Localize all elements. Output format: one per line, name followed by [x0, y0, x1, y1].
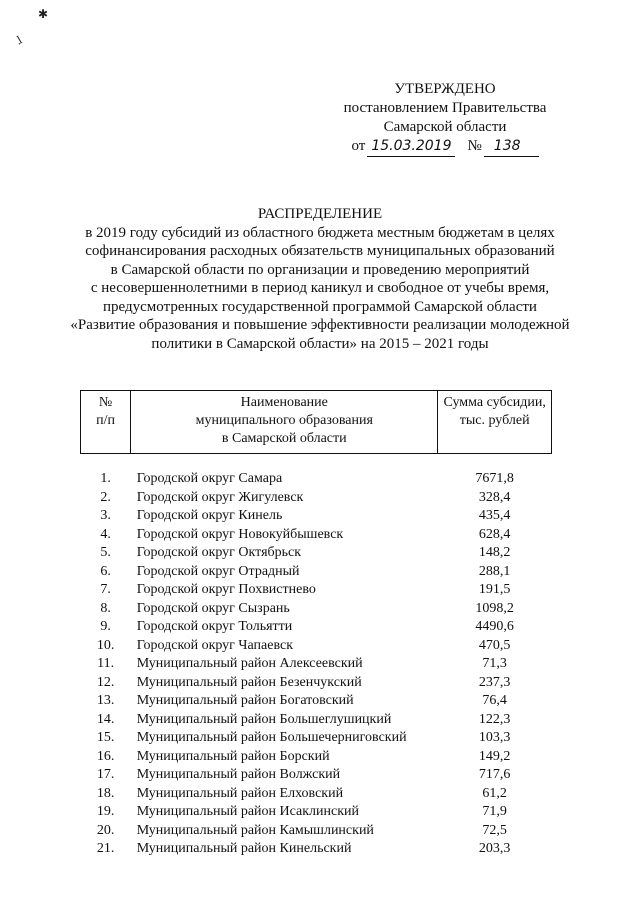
table-row	[81, 711, 552, 730]
document-title-line-4: с несовершеннолетними в период каникул и свободное от учебы время,	[90, 280, 550, 296]
row-num: 14.	[96, 711, 115, 727]
row-sum: 717,6	[478, 767, 511, 782]
row-sum: 72,5	[482, 822, 507, 838]
header-num-line-2: п/п	[96, 413, 116, 428]
table-row	[81, 822, 552, 841]
scan-mark-side: ɺ	[13, 32, 25, 48]
row-name: Муниципальный район Богатовский	[136, 693, 354, 708]
row-name: Городской округ Чапаевск	[136, 637, 294, 653]
row-name: Городской округ Новокуйбышевск	[136, 526, 344, 542]
row-name: Муниципальный район Елховский	[136, 785, 344, 801]
table-row	[81, 692, 552, 711]
header-name-line-1: Наименование	[240, 395, 328, 410]
document-heading: РАСПРЕДЕЛЕНИЕ	[257, 206, 383, 222]
row-sum: 203,3	[478, 841, 511, 856]
header-name	[131, 391, 438, 454]
row-sum: 435,4	[478, 508, 511, 523]
table-row	[81, 637, 552, 656]
approval-line-2: Самарской области	[383, 119, 507, 135]
row-num: 1.	[100, 471, 111, 486]
row-sum: 103,3	[478, 730, 511, 745]
approval-date: 15.03.2019	[367, 137, 455, 157]
row-name: Муниципальный район Камышлинский	[136, 822, 374, 838]
table-row	[81, 803, 552, 822]
row-sum: 191,5	[478, 582, 511, 597]
approval-block	[330, 80, 560, 157]
document-title-line-5: предусмотренных государственной программой Самарской области	[103, 298, 537, 315]
table-row	[81, 470, 552, 489]
table-row	[81, 655, 552, 674]
row-name: Муниципальный район Большечерниговский	[136, 730, 407, 745]
document-title	[60, 205, 580, 353]
table-row	[81, 544, 552, 563]
table-row	[81, 748, 552, 767]
row-num: 9.	[100, 619, 111, 634]
row-sum: 4490,6	[475, 619, 514, 634]
row-num: 2.	[100, 489, 111, 505]
from-label: от	[351, 138, 366, 154]
row-num: 4.	[100, 526, 111, 542]
table-row	[81, 729, 552, 748]
table-row	[81, 674, 552, 693]
header-num-line-1: №	[98, 395, 113, 410]
approval-number: 138	[484, 137, 539, 157]
row-num: 13.	[96, 693, 115, 708]
header-num	[81, 391, 131, 454]
table-row	[81, 785, 552, 804]
table-row	[81, 526, 552, 545]
header-sum	[438, 391, 552, 454]
scan-mark-top: ✱	[38, 7, 49, 21]
row-num: 5.	[100, 545, 111, 560]
row-sum: 148,2	[478, 545, 511, 560]
row-sum: 122,3	[478, 711, 511, 727]
row-num: 18.	[96, 785, 115, 801]
row-num: 8.	[100, 600, 111, 616]
row-sum: 76,4	[482, 693, 507, 708]
row-name: Муниципальный район Волжский	[136, 767, 341, 782]
row-sum: 328,4	[478, 489, 511, 505]
table-row	[81, 766, 552, 785]
header-sum-line-1: Сумма субсидии,	[443, 395, 546, 410]
document-title-line-3: в Самарской области по организации и проведению мероприятий	[110, 261, 530, 278]
row-name: Городской округ Отрадный	[136, 563, 300, 579]
row-num: 6.	[100, 563, 111, 579]
row-sum: 237,3	[478, 674, 511, 690]
row-num: 20.	[96, 822, 115, 838]
document-title-line-1: в 2019 году субсидий из областного бюджета местным бюджетам в целях	[85, 224, 555, 241]
table-row	[81, 840, 552, 859]
approval-title: УТВЕРЖДЕНО	[394, 81, 496, 97]
row-num: 3.	[100, 508, 111, 523]
number-label: №	[467, 138, 482, 154]
row-sum: 7671,8	[475, 471, 514, 486]
document-title-line-2: софинансирования расходных обязательств муниципальных образований	[85, 243, 555, 259]
row-sum: 149,2	[478, 748, 511, 764]
header-name-line-2: муниципального образования	[195, 413, 373, 428]
approval-date-line	[330, 137, 560, 157]
row-name: Муниципальный район Большеглушицкий	[136, 711, 392, 727]
row-name: Муниципальный район Безенчукский	[136, 674, 362, 690]
row-sum: 470,5	[478, 637, 511, 653]
table-header-row	[81, 391, 552, 454]
row-name: Муниципальный район Борский	[136, 748, 330, 764]
row-sum: 61,2	[482, 785, 507, 801]
row-name: Городской округ Похвистнево	[136, 582, 316, 597]
header-name-line-3: в Самарской области	[221, 431, 347, 446]
row-name: Городской округ Самара	[136, 471, 283, 486]
row-num: 21.	[96, 841, 115, 856]
table-row	[81, 581, 552, 600]
row-name: Городской округ Тольятти	[136, 619, 293, 634]
document-title-line-6: «Развитие образования и повышение эффективности реализации молодежной	[70, 317, 570, 333]
row-sum: 71,3	[482, 656, 507, 671]
table-row	[81, 618, 552, 637]
row-sum: 628,4	[478, 526, 511, 542]
row-num: 11.	[97, 656, 115, 671]
table-row	[81, 600, 552, 619]
row-num: 7.	[100, 582, 111, 597]
table-spacer	[81, 454, 552, 471]
row-num: 16.	[96, 748, 115, 764]
row-name: Городской округ Кинель	[136, 508, 283, 523]
row-name: Городской округ Сызрань	[136, 600, 290, 616]
row-name: Городской округ Октябрьск	[136, 545, 302, 560]
row-sum: 288,1	[478, 563, 511, 579]
row-num: 12.	[96, 674, 115, 690]
header-sum-line-2: тыс. рублей	[459, 413, 530, 428]
row-num: 19.	[96, 804, 115, 819]
row-num: 10.	[96, 637, 115, 653]
table-row	[81, 507, 552, 526]
table-row	[81, 489, 552, 508]
row-name: Муниципальный район Алексеевский	[136, 656, 363, 671]
row-num: 17.	[96, 767, 115, 782]
subsidy-table	[80, 390, 552, 859]
row-name: Муниципальный район Кинельский	[136, 841, 352, 856]
row-name: Муниципальный район Исаклинский	[136, 804, 360, 819]
row-name: Городской округ Жигулевск	[136, 489, 304, 505]
row-sum: 71,9	[482, 804, 507, 819]
approval-line-1: постановлением Правительства	[343, 100, 547, 116]
table-row	[81, 563, 552, 582]
row-num: 15.	[96, 730, 115, 745]
document-title-line-7: политики в Самарской области» на 2015 – 2021 годы	[151, 335, 489, 352]
row-sum: 1098,2	[475, 600, 514, 616]
